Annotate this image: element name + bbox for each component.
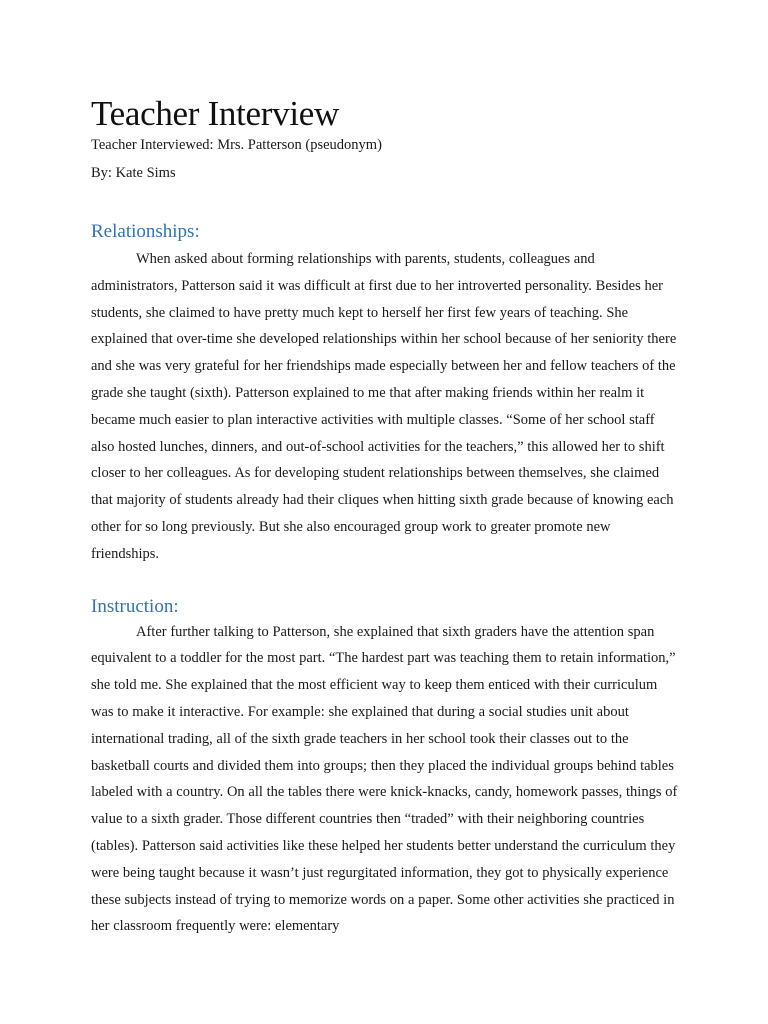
section-heading-relationships: Relationships:: [91, 221, 200, 242]
section-paragraph-relationships: When asked about forming relationships with parents, students, colleagues and administrators, Patterson said it was difficult at first due to her introverted personality. Besides her students, she claimed to have pretty much kept to herself her first few years of teaching. She explained that over-time she developed relationships within her school because of her seniority there and she was very grateful for her friendships made especially between her and fellow teachers of the grade she taught (sixth). Patterson explained to me that after making friends within her realm it became much easier to plan interactive activities with multiple classes. “Some of her school staff also hosted lunches, dinners, and out-of-school activities for the teachers,” this allowed her to shift closer to her colleagues. As for developing student relationships between themselves, she claimed that majority of students already had their cliques when hitting sixth grade because of knowing each other for so long previously. But she also encouraged group work to greater promote new friendships.: [91, 251, 677, 562]
document-title: Teacher Interview: [91, 94, 339, 133]
document-page: [91, 94, 681, 940]
section-heading-instruction: Instruction:: [91, 595, 179, 617]
section-paragraph-instruction: After further talking to Patterson, she explained that sixth graders have the attention span equivalent to a toddler for the most part. “The hardest part was teaching them to retain information,” she told me. She explained that the most efficient way to keep them enticed with their curriculum was to make it interactive. For example: she explained that during a social studies unit about international trading, all of the sixth grade teachers in her school took their classes out to the basketball courts and divided them into groups; then they placed the individual groups behind tables labeled with a country. On all the tables there were knick-knacks, candy, homework passes, things of value to a sixth grader. Those different countries then “traded” with their neighboring countries (tables). Patterson said activities like these helped her students better understand the curriculum they were being taught because it wasn’t just regurgitated information, they got to physically experience these subjects instead of trying to memorize words on a paper. Some other activities she practiced in her classroom frequently were: elementary: [91, 623, 678, 935]
author-line: By: Kate Sims: [91, 165, 176, 181]
interviewee-line: Teacher Interviewed: Mrs. Patterson (pseudonym): [91, 137, 382, 153]
